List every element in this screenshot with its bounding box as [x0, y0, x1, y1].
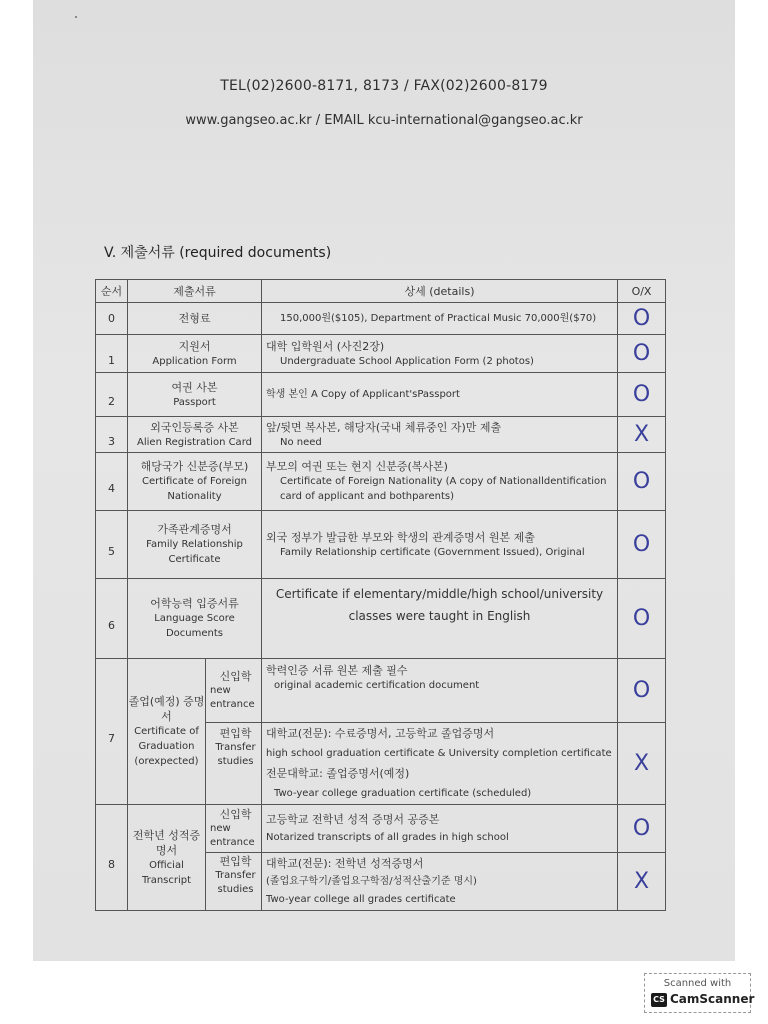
table-row: [96, 453, 666, 511]
detail-en: 150,000원($105), Department of Practical Music 70,000원($70): [280, 313, 597, 324]
doc-name-ko: 지원서: [178, 339, 211, 353]
doc-name-ko: 여권 사본: [171, 380, 218, 394]
detail-en: 학생 본인 A Copy of Applicant'sPassport: [266, 389, 460, 400]
sub-type-transfer: [206, 853, 262, 911]
doc-name: [128, 373, 262, 417]
contact-phone: TEL(02)2600-8171, 8173 / FAX(02)2600-8179: [220, 78, 548, 94]
detail-en: Certificate of Foreign Nationality (A copy of Nationalldentification card of applicant and bothparents): [280, 476, 607, 502]
row-number: 2: [96, 373, 128, 417]
doc-detail: [262, 805, 618, 853]
detail-ko: 대학 입학원서 (사진2장): [266, 339, 385, 353]
detail-en: No need: [280, 436, 322, 448]
sub-type-en: new entrance: [210, 822, 255, 848]
detail-ko: 전문대학교: 졸업증명서(예정): [266, 766, 410, 780]
doc-name-en: Certificate of Graduation (orexpected): [134, 726, 199, 767]
detail-ko: 대학교(전문): 전학년 성적증명서: [266, 856, 424, 870]
doc-name: [128, 579, 262, 659]
sub-type-ko: 신입학: [219, 807, 252, 821]
header-doc: 제출서류: [128, 280, 262, 303]
table-row: [96, 303, 666, 335]
ox-mark: O: [618, 659, 666, 723]
row-number: 6: [96, 579, 128, 659]
table-row: [96, 659, 666, 723]
detail-en: original academic certification document: [274, 680, 480, 691]
doc-detail: [262, 453, 618, 511]
detail-en: high school graduation certificate & University completion certificate: [266, 747, 612, 759]
doc-name-en: Language Score Documents: [154, 613, 235, 639]
camscanner-brand: CamScanner: [670, 992, 755, 1006]
row-number: 5: [96, 511, 128, 579]
sub-type-transfer: [206, 723, 262, 805]
doc-detail: [262, 511, 618, 579]
detail-ko: 고등학교 전학년 성적 증명서 공증본: [266, 812, 440, 826]
doc-name-ko: 해당국가 신분증(부모): [140, 460, 249, 473]
doc-detail: [262, 417, 618, 453]
doc-name-ko: 졸업(예정) 증명서: [128, 695, 205, 723]
doc-name-ko: 가족관계증명서: [157, 523, 232, 536]
row-number: 8: [96, 805, 128, 911]
doc-name-en: Alien Registration Card: [137, 436, 252, 448]
row-number: 7: [96, 659, 128, 805]
table-row: [96, 511, 666, 579]
sub-type-ko: 편입학: [219, 727, 252, 740]
row-number: 3: [96, 417, 128, 453]
camscanner-logo-icon: CS: [651, 993, 667, 1007]
doc-name-ko: 외국인등록증 사본: [150, 420, 239, 434]
sub-type-new: [206, 805, 262, 853]
doc-name-en: Application Form: [152, 355, 237, 367]
detail-ko: 앞/뒷면 복사본, 해당자(국내 체류중인 자)만 제출: [266, 420, 502, 434]
detail-en: Undergraduate School Application Form (2 photos): [280, 355, 534, 367]
doc-name-en: Official Transcript: [141, 859, 192, 886]
sub-type-en: Transfer studies: [215, 870, 256, 895]
ox-mark: O: [618, 579, 666, 659]
header-details: 상세 (details): [262, 280, 618, 303]
detail-ko: 외국 정부가 발급한 부모와 학생의 관계증명서 원본 제출: [266, 530, 535, 544]
row-number: 1: [96, 335, 128, 373]
doc-name-en: Family Relationship Certificate: [146, 539, 243, 565]
doc-name-ko: 전형료: [178, 312, 211, 325]
detail-ko: 대학교(전문): 수료증명서, 고등학교 졸업증명서: [266, 726, 495, 740]
doc-detail: [262, 853, 618, 911]
doc-detail: [262, 303, 618, 335]
table-row: [96, 335, 666, 373]
detail-ko: (졸업요구학기/졸업요구학점/성적산출기준 명시): [266, 875, 477, 887]
detail-ko: 학력인증 서류 원본 제출 필수: [266, 664, 408, 677]
table-row: [96, 373, 666, 417]
sub-type-new: [206, 659, 262, 723]
detail-en: Two-year college all grades certificate: [266, 893, 456, 905]
contact-web-email: www.gangseo.ac.kr / EMAIL kcu-international@gangseo.ac.kr: [185, 113, 583, 128]
doc-detail: Certificate if elementary/middle/high school/university classes were taught in English: [262, 579, 618, 659]
ox-mark: O: [618, 373, 666, 417]
required-documents-table: [95, 279, 666, 911]
ox-mark: X: [618, 417, 666, 453]
section-title: V. 제출서류 (required documents): [104, 245, 332, 261]
doc-name: [128, 659, 206, 805]
table-row: [96, 579, 666, 659]
sub-type-en: new entrance: [210, 684, 255, 710]
speck: [75, 16, 77, 18]
doc-name-ko: 어학능력 입증서류: [150, 597, 239, 610]
row-number: 0: [96, 303, 128, 335]
detail-en: Two-year college graduation certificate (scheduled): [274, 787, 532, 799]
doc-detail: [262, 335, 618, 373]
ox-mark: O: [618, 453, 666, 511]
doc-name: [128, 303, 262, 335]
ox-mark: X: [618, 853, 666, 911]
doc-name-ko: 전학년 성적증명서: [132, 828, 201, 857]
row-number: 4: [96, 453, 128, 511]
doc-name: [128, 417, 262, 453]
sub-type-ko: 신입학: [219, 669, 252, 683]
ox-mark: O: [618, 335, 666, 373]
table-row: [96, 805, 666, 853]
sub-type-en: Transfer studies: [215, 742, 256, 767]
detail-en: Family Relationship certificate (Government Issued), Original: [280, 546, 585, 558]
detail-ko: 부모의 여권 또는 현지 신분증(복사본): [266, 460, 448, 473]
doc-name: [128, 453, 262, 511]
ox-mark: O: [618, 805, 666, 853]
sub-type-ko: 편입학: [219, 855, 252, 868]
header-ox: O/X: [618, 280, 666, 303]
doc-detail: [262, 373, 618, 417]
header-no: 순서: [96, 280, 128, 303]
doc-detail: [262, 723, 618, 805]
doc-detail: [262, 659, 618, 723]
table-row: [96, 417, 666, 453]
ox-mark: O: [618, 303, 666, 335]
ox-mark: X: [618, 723, 666, 805]
doc-name: [128, 335, 262, 373]
table-header-row: [96, 280, 666, 303]
ox-mark: O: [618, 511, 666, 579]
doc-name: [128, 511, 262, 579]
doc-name-en: Passport: [173, 396, 216, 408]
detail-en: Notarized transcripts of all grades in high school: [266, 831, 509, 843]
doc-name-en: Certificate of Foreign Nationality: [142, 476, 247, 502]
camscanner-watermark: [644, 973, 755, 1013]
doc-name: [128, 805, 206, 911]
scanned-with-text: Scanned with: [663, 978, 732, 989]
